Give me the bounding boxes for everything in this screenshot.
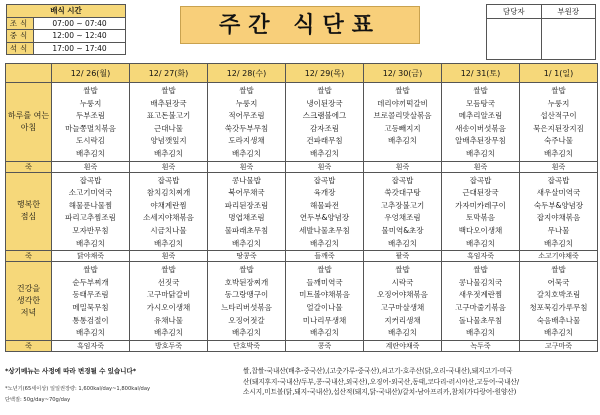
menu-item: 지커리생채: [384, 315, 421, 325]
menu-item: 들깨미역국: [306, 277, 343, 287]
porridge-cell: 닭야채죽: [52, 251, 130, 262]
porridge-label: 죽: [6, 340, 52, 351]
menu-cell: [130, 262, 208, 341]
day-header: 1/ 1(일): [520, 64, 598, 83]
menu-item: 모듬탕국: [466, 98, 495, 108]
menu-item: 도시락김: [76, 136, 105, 146]
menu-item: 돌나물초무침: [458, 315, 503, 325]
menu-item: 백다오이생채: [458, 225, 503, 235]
menu-item: 감자조림: [310, 123, 339, 133]
porridge-cell: 흰죽: [442, 161, 520, 172]
porridge-cell: 흰죽: [130, 251, 208, 262]
menu-item: 배추김치: [76, 238, 105, 248]
menu-item: 콩나물밥: [232, 175, 261, 185]
menu-cell: [130, 172, 208, 251]
menu-item: 묵은지된장지짐: [533, 123, 584, 133]
meal-label: [6, 262, 52, 341]
menu-item: 배추된장국: [150, 98, 187, 108]
menu-item: 파리된장조림: [224, 200, 269, 210]
menu-item: 쑥갓대구탕: [384, 188, 421, 198]
menu-item: 배추김치: [310, 148, 339, 158]
menu-item: 누룽지: [235, 98, 258, 108]
porridge-cell: 방호두죽: [130, 340, 208, 351]
menu-item: 육개장: [313, 188, 336, 198]
menu-item: 새송이버섯볶음: [455, 123, 506, 133]
menu-item: 배추김치: [544, 148, 573, 158]
menu-item: 적어무조림: [228, 111, 265, 121]
menu-item: 얼갈이나물: [306, 302, 343, 312]
porridge-cell: 흰죽: [364, 161, 442, 172]
menu-item: 새우젓계란찜: [458, 290, 503, 300]
menu-item: 배추김치: [154, 148, 183, 158]
porridge-cell: 계란야채죽: [364, 340, 442, 351]
meal-time-label: 중식: [7, 30, 34, 43]
menu-item: 데리야끼떡갈비: [377, 98, 428, 108]
porridge-cell: 흰죽: [208, 161, 286, 172]
porridge-cell: 소고기야채죽: [520, 251, 598, 262]
porridge-cell: 흑임자죽: [52, 340, 130, 351]
menu-item: 숙두부&양념장: [533, 200, 584, 210]
menu-item: 동태무조림: [72, 290, 109, 300]
menu-item: 우엉채조림: [384, 213, 421, 223]
menu-item: 쌀밥: [551, 265, 566, 275]
menu-cell: [442, 262, 520, 341]
menu-item: 배추김치: [76, 328, 105, 338]
menu-item: 스크램블에그: [302, 111, 347, 121]
menu-cell: [130, 83, 208, 162]
menu-item: 배추김치: [466, 328, 495, 338]
table-corner: [6, 64, 52, 83]
menu-item: 섭산적구이: [540, 111, 577, 121]
menu-item: 참치김치찌개: [146, 188, 191, 198]
energy-note: *노년기(65세이상) 일일권장량: 1,600kal/day~1,800kal/day: [5, 386, 151, 392]
menu-item: 잡곡밥: [157, 175, 180, 185]
menu-cell: [208, 83, 286, 162]
menu-item: 미트볼야채볶음: [299, 290, 350, 300]
meal-label: [6, 83, 52, 162]
meal-time-table: [6, 4, 126, 55]
menu-item: 선짓국: [157, 277, 180, 287]
origin-line: 소시지,미트볼(닭,돼지-국내산),섭산적(돼지,닭-국내산)/갈치-남아프리카,참치(가다랑어-원양산): [243, 388, 517, 397]
menu-item: 연두부&양념장: [299, 213, 350, 223]
menu-item: 근대나물: [154, 123, 183, 133]
meal-time-value: 12:00 ~ 12:40: [34, 30, 126, 43]
menu-item: 배추김치: [232, 148, 261, 158]
menu-item: 배추김치: [388, 328, 417, 338]
signature-box-deputy[interactable]: [541, 19, 596, 60]
menu-item: 무나물: [547, 225, 570, 235]
menu-item: 누룽지: [547, 98, 570, 108]
menu-item: 메밀묵무침: [72, 302, 109, 312]
meal-label-line: 건강을: [16, 283, 41, 293]
menu-item: 통통검절이: [72, 315, 109, 325]
menu-cell: [286, 83, 364, 162]
menu-item: 북어무채국: [228, 188, 265, 198]
menu-item: 메추리알조림: [458, 111, 503, 121]
menu-item: 어묵국: [547, 277, 570, 287]
menu-item: 시금치나물: [150, 225, 187, 235]
menu-item: 두부조림: [76, 111, 105, 121]
menu-item: 느타리버섯볶음: [221, 302, 272, 312]
menu-item: 물미역&초장: [381, 225, 424, 235]
meal-time-label: 조식: [7, 17, 34, 30]
menu-item: 숙음배추나물: [536, 315, 581, 325]
menu-item: 해물푼나물찜: [68, 200, 113, 210]
menu-item: 표고돈불고기: [146, 111, 191, 121]
menu-cell: [520, 262, 598, 341]
menu-cell: [208, 172, 286, 251]
menu-item: 쑥갓두부무침: [224, 123, 269, 133]
menu-item: 배추김치: [232, 328, 261, 338]
menu-item: 쌀밥: [161, 86, 176, 95]
menu-item: 마늘쫑멸치볶음: [65, 123, 116, 133]
meal-time-value: 07:00 ~ 07:40: [34, 17, 126, 30]
menu-item: 브로콜리맛살볶음: [373, 111, 432, 121]
menu-cell: [520, 172, 598, 251]
menu-item: 모자반무침: [72, 225, 109, 235]
menu-item: 도라지생채: [228, 136, 265, 146]
menu-item: 쌀밥: [239, 265, 254, 275]
menu-item: 콩나물김치국: [458, 277, 503, 287]
menu-item: 배추김치: [310, 328, 339, 338]
menu-item: 고구마줄기볶음: [455, 302, 506, 312]
menu-cell: [442, 83, 520, 162]
signature-box-manager[interactable]: [487, 19, 542, 60]
menu-item: 갈치호박조림: [536, 290, 581, 300]
porridge-label: 죽: [6, 251, 52, 262]
meal-label-line: 아침: [20, 122, 37, 132]
meal-time-header: 배식 시간: [7, 5, 126, 18]
origin-line: 산(돼지후지-국내산/두부,콩-국내산,외국산),오징어-외국산,동태,코다리-러시아산,고등어-국내산/: [243, 377, 520, 386]
menu-item: 배추김치: [388, 136, 417, 146]
menu-item: 유채나물: [154, 315, 183, 325]
day-header: 12/ 26(월): [52, 64, 130, 83]
menu-item: 배추김치: [388, 238, 417, 248]
porridge-cell: 고구마죽: [520, 340, 598, 351]
menu-cell: [364, 83, 442, 162]
menu-item: 배추김치: [466, 148, 495, 158]
menu-item: 오징어야채볶음: [377, 290, 428, 300]
menu-item: 청포묵김가루무침: [529, 302, 588, 312]
day-header: 12/ 29(목): [286, 64, 364, 83]
menu-item: 잡곡밥: [469, 175, 492, 185]
menu-cell: [364, 262, 442, 341]
menu-item: 고구마닭갈비: [146, 290, 191, 300]
meal-label-line: 행복한: [16, 200, 41, 210]
day-header: 12/ 28(수): [208, 64, 286, 83]
page-title: 주간 식단표: [180, 6, 420, 44]
meal-label: [6, 172, 52, 251]
menu-item: 미나리무생채: [302, 315, 347, 325]
menu-item: 야채계란찜: [150, 200, 187, 210]
menu-item: 잡곡밥: [79, 175, 102, 185]
menu-item: 고추장불고기: [380, 200, 425, 210]
menu-cell: [364, 172, 442, 251]
menu-item: 순두부찌개: [72, 277, 109, 287]
menu-cell: [286, 262, 364, 341]
menu-item: 쌀밥: [239, 86, 254, 95]
porridge-cell: 콩죽: [286, 340, 364, 351]
menu-item: 쌀밥: [473, 265, 488, 275]
porridge-label: 죽: [6, 161, 52, 172]
menu-item: 오징어젓갈: [228, 315, 265, 325]
menu-item: 배추김치: [76, 148, 105, 158]
menu-item: 배추김치: [232, 238, 261, 248]
porridge-cell: 흰죽: [130, 161, 208, 172]
day-header: 12/ 27(화): [130, 64, 208, 83]
menu-item: 알배추된장무침: [455, 136, 506, 146]
porridge-cell: 흰죽: [52, 161, 130, 172]
menu-item: 잡곡밥: [313, 175, 336, 185]
menu-cell: [52, 83, 130, 162]
day-header: 12/ 30(금): [364, 64, 442, 83]
meal-label-line: 하루를 여는: [7, 110, 50, 120]
menu-item: 잡지야채볶음: [536, 213, 581, 223]
menu-item: 고구마살생채: [380, 302, 425, 312]
porridge-cell: 녹두죽: [442, 340, 520, 351]
menu-item: 배추김치: [544, 238, 573, 248]
porridge-cell: 흑임자죽: [442, 251, 520, 262]
menu-item: 동그랑땡구이: [224, 290, 269, 300]
menu-item: 배추김치: [466, 238, 495, 248]
meal-label-line: 점심: [20, 212, 37, 222]
porridge-cell: 흰죽: [286, 161, 364, 172]
porridge-cell: 들깨죽: [286, 251, 364, 262]
menu-item: 잡곡밥: [391, 175, 414, 185]
menu-item: 호박된장찌개: [224, 277, 269, 287]
menu-item: 쌀밥: [317, 265, 332, 275]
menu-item: 가자미카레구이: [455, 200, 506, 210]
menu-item: 쌀밥: [551, 86, 566, 95]
menu-cell: [520, 83, 598, 162]
menu-item: 고등빼지지: [384, 123, 421, 133]
menu-item: 배추김치: [544, 328, 573, 338]
menu-item: 배추김치: [310, 238, 339, 248]
menu-item: 쌀밥: [161, 265, 176, 275]
menu-item: 물파래초무침: [224, 225, 269, 235]
menu-cell: [442, 172, 520, 251]
origin-line: 쌀,찹쌀-국내산(배추-중국산),(고춧가루-중국산),쇠고기-호주산(닭,오리-국내산),돼지고기-미국: [243, 367, 513, 375]
porridge-cell: 팥죽: [364, 251, 442, 262]
meal-label-line: 저녁: [20, 307, 37, 317]
menu-item: 쌀밥: [83, 86, 98, 95]
menu-item: 시락국: [391, 277, 414, 287]
approval-label-deputy: 부원장: [541, 5, 596, 19]
protein-note: 단백질: 50g/day~70g/day: [5, 397, 71, 403]
porridge-cell: 흰죽: [520, 161, 598, 172]
menu-item: 냉이된장국: [306, 98, 343, 108]
menu-item: 숙주나물: [544, 136, 573, 146]
menu-item: 배추김치: [154, 238, 183, 248]
menu-item: 쌀밥: [317, 86, 332, 95]
menu-item: 쌀밥: [473, 86, 488, 95]
porridge-cell: 땅콩죽: [208, 251, 286, 262]
menu-item: 근대된장국: [462, 188, 499, 198]
menu-cell: [286, 172, 364, 251]
menu-cell: [52, 172, 130, 251]
menu-item: 쌀밥: [395, 265, 410, 275]
change-notice: *상기메뉴는 사정에 따라 변경될 수 있습니다*: [5, 367, 137, 375]
menu-item: 건파래무침: [306, 136, 343, 146]
menu-item: 누룽지: [79, 98, 102, 108]
meal-time-label: 석식: [7, 42, 34, 55]
menu-item: 배추김치: [154, 328, 183, 338]
menu-item: 토막볶음: [466, 213, 495, 223]
menu-item: 소고기미역국: [68, 188, 113, 198]
menu-item: 소세지야채볶음: [143, 213, 194, 223]
menu-item: 새우살미역국: [536, 188, 581, 198]
menu-item: 파리고추찜조림: [65, 213, 116, 223]
day-header: 12/ 31(토): [442, 64, 520, 83]
menu-item: 쌀밥: [395, 86, 410, 95]
approval-box: [486, 4, 596, 60]
porridge-cell: 단호박죽: [208, 340, 286, 351]
origin-info: [243, 366, 598, 398]
menu-item: 해물파전: [310, 200, 339, 210]
menu-item: 잡곡밥: [547, 175, 570, 185]
menu-cell: [208, 262, 286, 341]
menu-cell: [52, 262, 130, 341]
approval-label-manager: 담당자: [487, 5, 542, 19]
menu-item: 쌀밥: [83, 265, 98, 275]
meal-label-line: 생각한: [16, 295, 41, 305]
menu-item: 세발나물초무침: [299, 225, 350, 235]
menu-item: 양념깻잎지: [150, 136, 187, 146]
meal-time-value: 17:00 ~ 17:40: [34, 42, 126, 55]
menu-item: 가시오이생채: [146, 302, 191, 312]
weekly-menu-table: [5, 63, 598, 352]
menu-item: 명엽채조림: [228, 213, 265, 223]
